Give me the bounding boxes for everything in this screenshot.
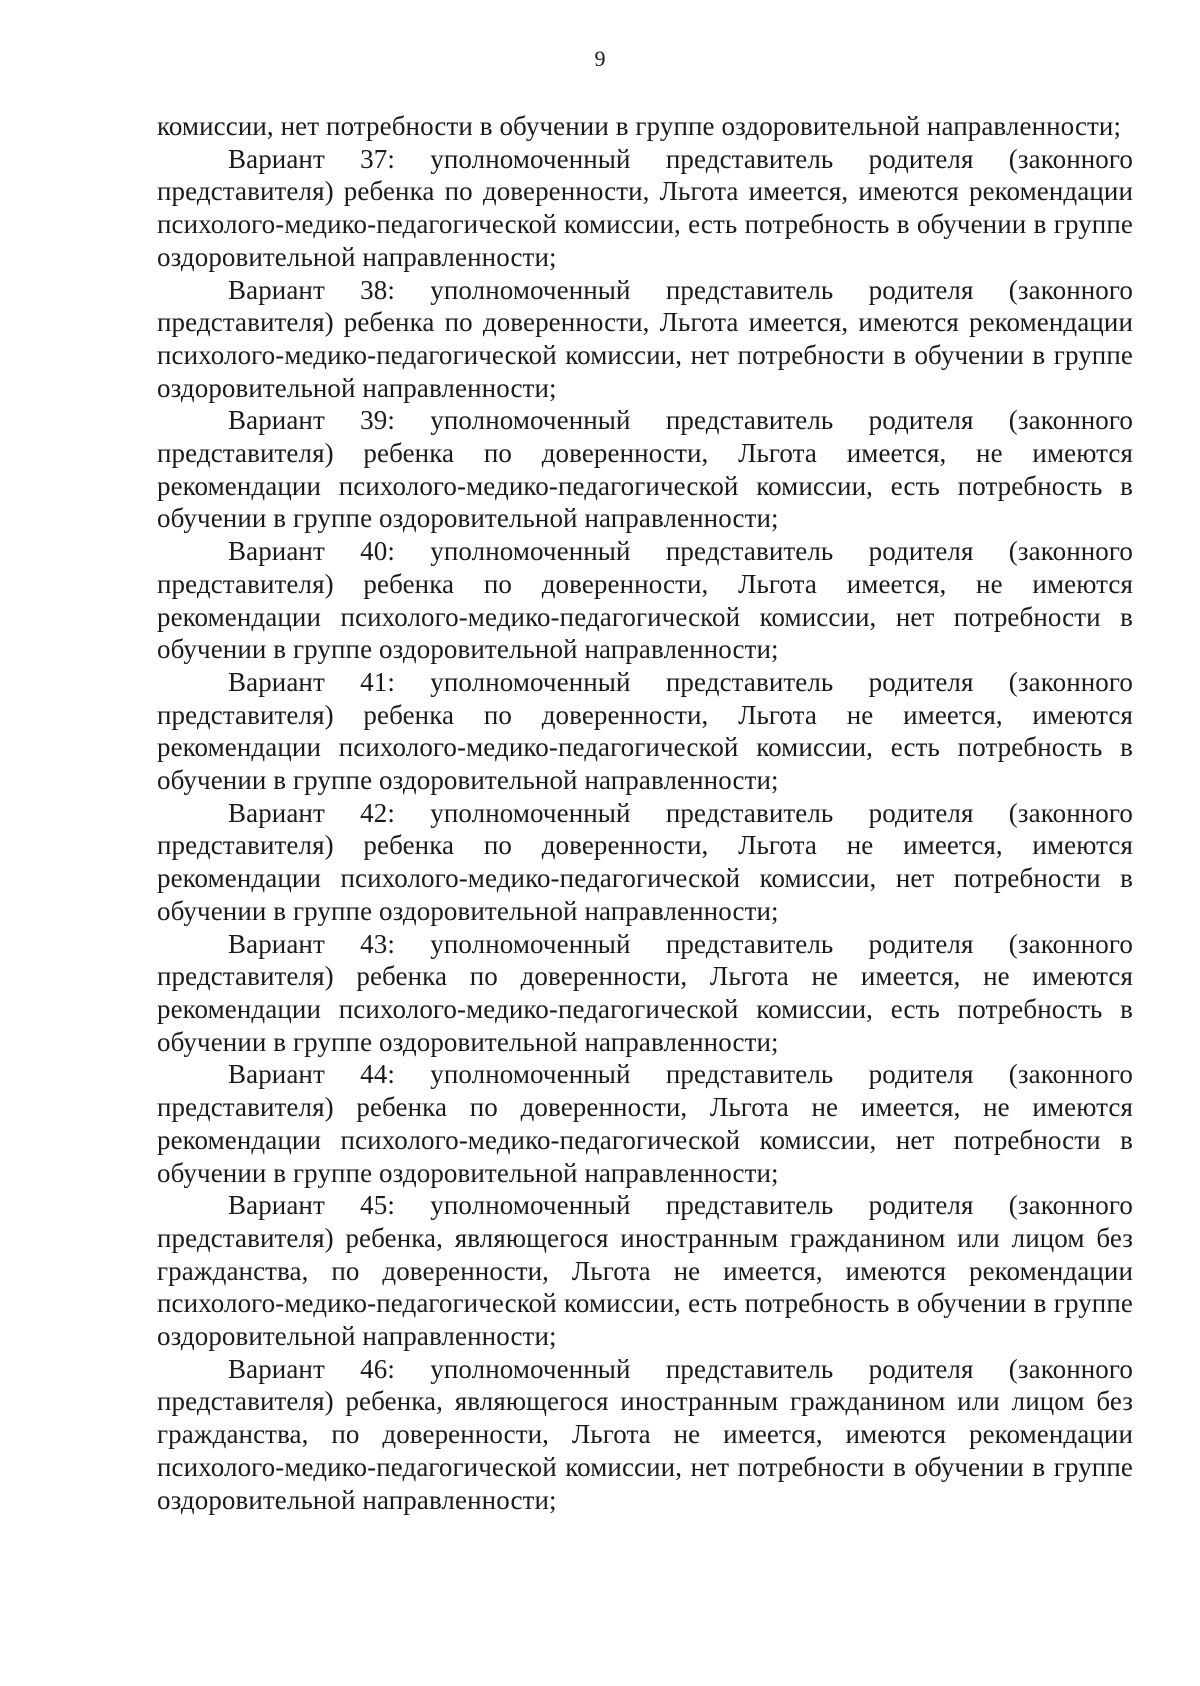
paragraph-variant-41: Вариант 41: уполномоченный представитель родителя (законного представителя) ребенка по доверенности, Льгота не имеется, имеются рекомендации психолого-медико-педагогической комиссии, есть потребность в обучении в группе оздоровительной направленности; bbox=[157, 666, 1133, 796]
paragraph-continuation: комиссии, нет потребности в обучении в группе оздоровительной направленности; bbox=[157, 111, 1122, 141]
paragraph-variant-40: Вариант 40: уполномоченный представитель родителя (законного представителя) ребенка по доверенности, Льгота имеется, не имеются рекомендации психолого-медико-педагогической комиссии, нет потребности в обучении в группе оздоровительной направленности; bbox=[157, 536, 1133, 665]
paragraph-variant-38: Вариант 38: уполномоченный представитель родителя (законного представителя) ребенка по доверенности, Льгота имеется, имеются рекомендации психолого-медико-педагогической комиссии, нет потребности в обучении в группе оздоровительной направленности; bbox=[157, 274, 1133, 403]
paragraph-variant-37: Вариант 37: уполномоченный представитель родителя (законного представителя) ребенка по доверенности, Льгота имеется, имеются рекомендации психолого-медико-педагогической комиссии, есть потребность в обучении в группе оздоровительной направленности; bbox=[157, 143, 1133, 272]
paragraph-variant-46: Вариант 46: уполномоченный представитель родителя (законного представителя) ребенка, являющегося иностранным гражданином или лицом без гражданства, по доверенности, Льгота не имеется, имеются рекомендации психолого-медико-педагогической комиссии, нет потребности в обучении в группе оздоровительной направленности; bbox=[157, 1353, 1133, 1515]
page-number: 9 bbox=[594, 46, 606, 71]
document-body bbox=[157, 110, 1133, 1516]
paragraph-variant-45: Вариант 45: уполномоченный представитель родителя (законного представителя) ребенка, являющегося иностранным гражданином или лицом без гражданства, по доверенности, Льгота не имеется, имеются рекомендации психолого-медико-педагогической комиссии, есть потребность в обучении в группе оздоровительной направленности; bbox=[157, 1190, 1133, 1352]
paragraph-variant-39: Вариант 39: уполномоченный представитель родителя (законного представителя) ребенка по доверенности, Льгота имеется, не имеются рекомендации психолого-медико-педагогической комиссии, есть потребность в обучении в группе оздоровительной направленности; bbox=[157, 405, 1133, 534]
paragraph-variant-44: Вариант 44: уполномоченный представитель родителя (законного представителя) ребенка по доверенности, Льгота не имеется, не имеются рекомендации психолого-медико-педагогической комиссии, нет потребности в обучении в группе оздоровительной направленности; bbox=[157, 1059, 1133, 1188]
paragraph-variant-42: Вариант 42: уполномоченный представитель родителя (законного представителя) ребенка по доверенности, Льгота не имеется, имеются рекомендации психолого-медико-педагогической комиссии, нет потребности в обучении в группе оздоровительной направленности; bbox=[157, 797, 1133, 926]
paragraph-variant-43: Вариант 43: уполномоченный представитель родителя (законного представителя) ребенка по доверенности, Льгота не имеется, не имеются рекомендации психолого-медико-педагогической комиссии, есть потребность в обучении в группе оздоровительной направленности; bbox=[157, 928, 1133, 1057]
